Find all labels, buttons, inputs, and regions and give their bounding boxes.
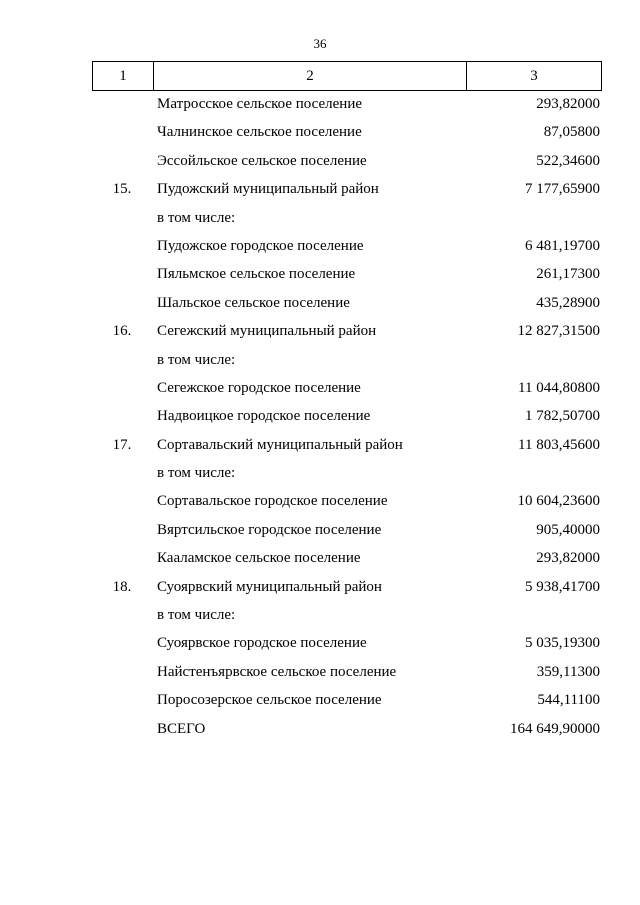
- row-name: Сегежское городское поселение: [157, 379, 361, 396]
- row-amount: 435,28900: [536, 294, 600, 311]
- row-name: Сегежский муниципальный район: [157, 323, 377, 340]
- row-amount: 87,05800: [543, 124, 600, 141]
- row-number: 15.: [112, 181, 132, 198]
- table-row: [0, 147, 640, 175]
- row-name: в том числе:: [157, 465, 236, 482]
- row-name: Суоярвский муниципальный район: [157, 578, 382, 595]
- table-row: [0, 487, 640, 515]
- table-row: [0, 289, 640, 317]
- row-name: Вяртсильское городское поселение: [157, 521, 382, 538]
- page-number: 36: [313, 36, 327, 51]
- table-row: [0, 658, 640, 686]
- row-name: Суоярвское городское поселение: [157, 635, 367, 652]
- row-amount: 5 035,19300: [525, 635, 600, 652]
- table-row: [0, 544, 640, 572]
- row-name: Пудожское городское поселение: [157, 237, 364, 254]
- row-number: 17.: [112, 436, 132, 453]
- row-amount: 10 604,23600: [517, 493, 600, 510]
- row-number: 18.: [112, 578, 132, 595]
- row-number: 16.: [112, 323, 132, 340]
- header-col-3: 3: [467, 62, 602, 91]
- table-row: [0, 260, 640, 288]
- row-name: Сортавальское городское поселение: [157, 493, 388, 510]
- row-amount: 522,34600: [536, 152, 600, 169]
- row-name: Эссойльское сельское поселение: [157, 152, 367, 169]
- row-amount: 5 938,41700: [525, 578, 600, 595]
- row-name: Поросозерское сельское поселение: [157, 692, 382, 709]
- row-amount: 7 177,65900: [525, 181, 600, 198]
- row-amount: 359,11300: [536, 663, 600, 680]
- row-amount: 544,11100: [537, 692, 600, 709]
- table-row: [0, 317, 640, 345]
- row-name: Найстенъярвское сельское поселение: [157, 663, 397, 680]
- row-amount: 293,82000: [536, 550, 600, 567]
- row-amount: 261,17300: [536, 266, 600, 283]
- table-row: [0, 204, 640, 232]
- total-amount: 164 649,90000: [510, 720, 600, 737]
- table-row: [0, 402, 640, 430]
- row-name: Шальское сельское поселение: [157, 294, 350, 311]
- row-name: Сортавальский муниципальный район: [157, 436, 403, 453]
- row-name: Кааламское сельское поселение: [157, 550, 361, 567]
- table-row: [0, 459, 640, 487]
- table-row: [0, 118, 640, 146]
- row-name: Пудожский муниципальный район: [157, 181, 379, 198]
- row-name: Надвоицкое городское поселение: [157, 408, 371, 425]
- row-name: Матросское сельское поселение: [157, 96, 363, 112]
- row-name: в том числе:: [157, 209, 236, 226]
- table-header: [92, 61, 602, 91]
- row-amount: 12 827,31500: [517, 323, 600, 340]
- total-row: [0, 715, 640, 743]
- row-name: в том числе:: [157, 351, 236, 368]
- table-row: [0, 601, 640, 629]
- table-row: [0, 516, 640, 544]
- row-amount: 11 044,80800: [518, 379, 600, 396]
- row-amount: 905,40000: [536, 521, 600, 538]
- table-row: [0, 573, 640, 601]
- header-col-2: 2: [154, 62, 467, 91]
- row-amount: 293,82000: [536, 96, 600, 112]
- total-label: ВСЕГО: [157, 720, 206, 737]
- table-row: [0, 431, 640, 459]
- table-row: [0, 175, 640, 203]
- table-row: [0, 374, 640, 402]
- table-row: [0, 90, 640, 118]
- table-row: [0, 629, 640, 657]
- row-amount: 1 782,50700: [525, 408, 600, 425]
- row-name: Чалнинское сельское поселение: [157, 124, 362, 141]
- table-row: [0, 346, 640, 374]
- row-name: в том числе:: [157, 607, 236, 624]
- table-body: [0, 90, 640, 743]
- table-row: [0, 232, 640, 260]
- header-col-1: 1: [93, 62, 154, 91]
- table-row: [0, 686, 640, 714]
- row-amount: 6 481,19700: [525, 237, 600, 254]
- row-amount: 11 803,45600: [518, 436, 600, 453]
- row-name: Пяльмское сельское поселение: [157, 266, 356, 283]
